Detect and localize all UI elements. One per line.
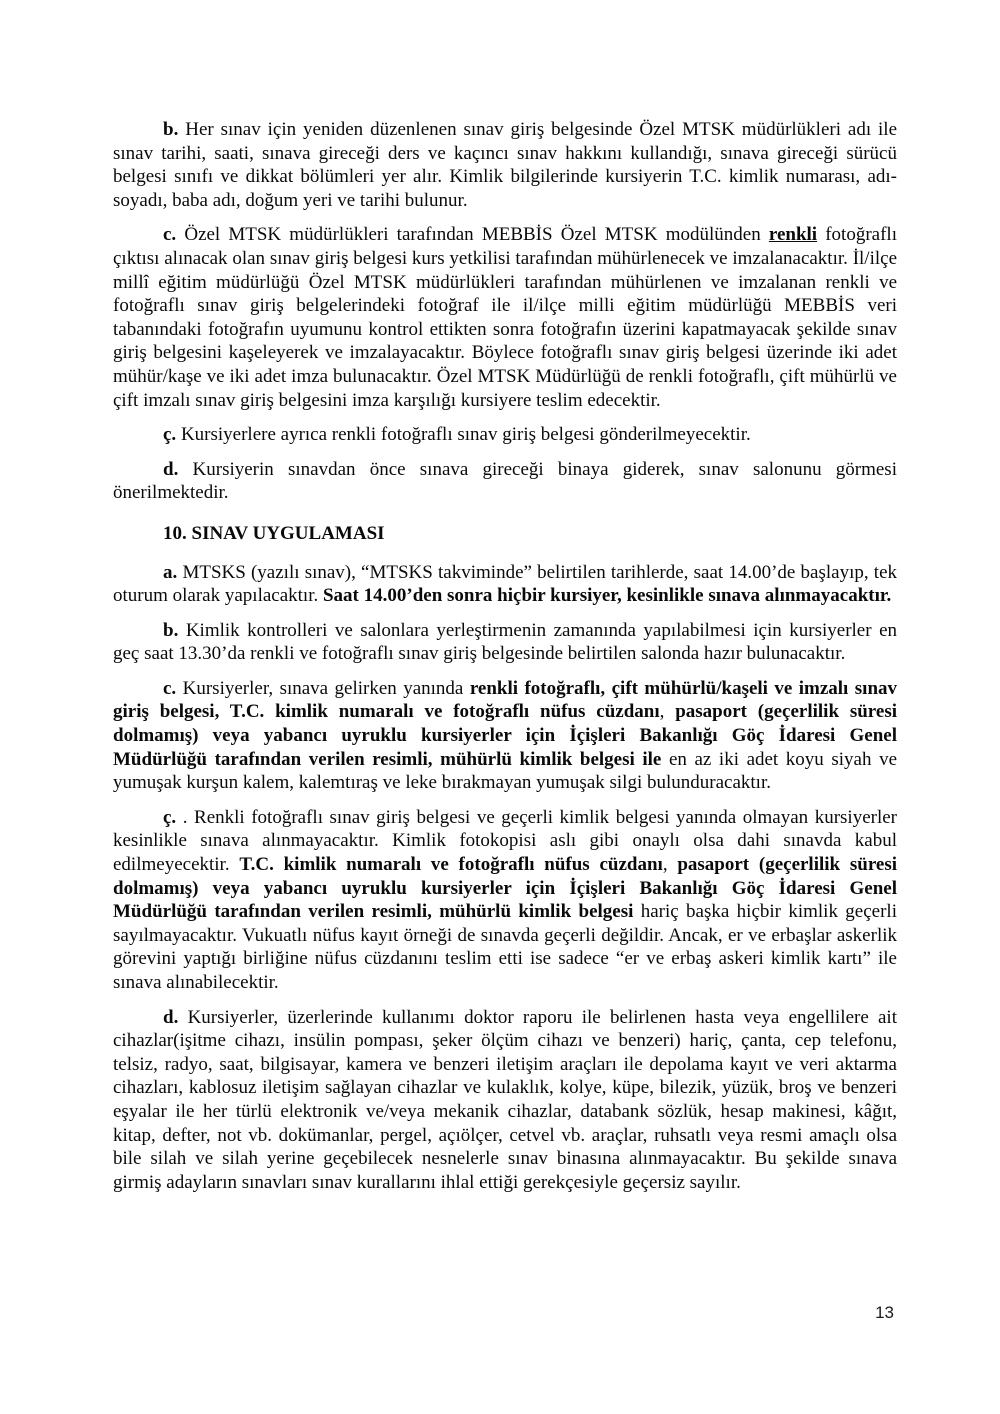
- paragraph: [113, 118, 897, 212]
- section-heading: [113, 522, 897, 546]
- bold-text: b.: [163, 119, 186, 140]
- bold-text: renkli fotoğraflı, çift mühürlü/kaşeli ve imzalı sınav giriş belgesi, T.C. kimlik numaralı ve fotoğraflı nüfus cüzdanı: [113, 677, 898, 723]
- document-body: [113, 118, 897, 1205]
- bold-text: ç.: [163, 806, 183, 828]
- paragraph: [113, 458, 897, 505]
- bold-text: c.: [163, 677, 183, 699]
- bold-text: pasaport (geçerlilik süresi dolmamış) veya yabancı uyruklu kursiyerler için İçişleri Bakanlığı Göç İdaresi Genel Müdürlüğü tarafından verilen resimli, mühürlü kimlik belgesi ile: [113, 701, 898, 770]
- paragraph: [113, 1006, 897, 1195]
- body-text: Kursiyerler, üzerlerinde kullanımı doktor raporu ile belirlenen hasta veya engellilere ait cihazlar(işitme cihazı, insülin pompası, şeker ölçüm cihazı ve benzeri) hariç, çanta, cep telefonu, telsiz, radyo, saat, bilgisayar, kamera ve benzeri iletişim araçları ile depolama kayıt ve veri aktarma cihazları, kablosuz iletişim sağlayan cihazlar ve kulaklık, kolye, küpe, bilezik, yüzük, broş ve benzeri eşyalar ile her türlü elektronik ve/veya mekanik cihazlar, databank sözlük, hesap makinesi, kâğıt, kitap, defter, not vb. dokümanlar, pergel, açıölçer, cetvel vb. araçlar, ruhsatlı veya resmi amaçlı olsa bile silah ve silah yerine geçebilecek nesnelerle sınav binasına alınmayacaktır. Bu şekilde sınava girmiş adayların sınavları sınav kurallarını ihlal ettiği gerekçesiyle geçersiz sayılır.: [113, 1006, 897, 1193]
- bold-text: pasaport (geçerlilik süresi dolmamış) veya yabancı uyruklu kursiyerler için İçişleri Bakanlığı Göç İdaresi Genel Müdürlüğü tarafından verilen resimli, mühürlü kimlik belgesi: [113, 854, 898, 923]
- paragraph: [113, 423, 897, 447]
- body-text: Kimlik kontrolleri ve salonlara yerleştirmenin zamanında yapılabilmesi için kursiyerler en geç saat 13.30’da renkli ve fotoğraflı sınav giriş belgesinde belirtilen salonda hazır bulunacaktır.: [113, 619, 897, 665]
- bold-text: a.: [163, 561, 183, 583]
- body-text: hariç başka hiçbir kimlik geçerli sayılmayacaktır. Vukuatlı nüfus kayıt örneği de sınavda geçerli değildir. Ancak, er ve erbaşlar askerlik görevini yaptığı birliğine nüfus cüzdanını teslim etti ise sadece “er ve erbaş askeri kimlik kartı” ile sınava alınabilecektir.: [113, 901, 897, 993]
- body-text: Kursiyerlere ayrıca renkli fotoğraflı sınav giriş belgesi gönderilmeyecektir.: [180, 424, 751, 446]
- emphasized-underlined-text: renkli: [768, 224, 818, 246]
- body-text: . Renkli fotoğraflı sınav giriş belgesi ve geçerli kimlik belgesi yanında olmayan kursiyerler kesinlikle sınava alınmayacaktır. Kimlik fotokopisi aslı gibi onaylı olsa dahi sınavda kabul edilmeyecektir.: [113, 806, 897, 876]
- bold-text: Saat 14.00’den sonra hiçbir kursiyer, kesinlikle sınava alınmayacaktır.: [322, 585, 892, 607]
- bold-text: d.: [163, 1006, 188, 1028]
- body-text: ,: [659, 701, 676, 723]
- paragraph: [113, 223, 897, 412]
- bold-text: T.C. kimlik numaralı ve fotoğraflı nüfus cüzdanı: [239, 854, 663, 876]
- body-text: MTSKS (yazılı sınav), “MTSKS takviminde” belirtilen tarihlerde, saat 14.00’de başlayıp, tek oturum olarak yapılacaktır.: [113, 561, 897, 607]
- bold-text: b.: [163, 619, 186, 641]
- bold-text: 10. SINAV UYGULAMASI: [163, 522, 385, 544]
- bold-text: d.: [163, 458, 193, 480]
- body-text: Her sınav için yeniden düzenlenen sınav giriş belgesinde Özel MTSK müdürlükleri adı ile sınav tarihi, saati, sınava gireceği ders ve kaçıncı sınav hakkını kullandığı, sınava gireceği sürücü belgesi sınıfı ve dikkat bölümleri yer alır. Kimlik bilgilerinde kursiyerin T.C. kimlik numarası, adı-soyadı, baba adı, doğum yeri ve tarihi bulunur.: [113, 119, 897, 211]
- bold-text: c.: [163, 224, 185, 246]
- body-text: Kursiyerler, sınava gelirken yanında: [182, 677, 470, 699]
- body-text: ,: [662, 854, 678, 876]
- paragraph: [113, 806, 897, 995]
- body-text: en az iki adet koyu siyah ve yumuşak kurşun kalem, kalemtıraş ve leke bırakmayan yumuşak silgi bulunduracaktır.: [113, 748, 898, 794]
- paragraph: [113, 677, 897, 795]
- paragraph: [113, 619, 897, 666]
- bold-text: ç.: [163, 424, 181, 446]
- page-number: 13: [875, 1303, 894, 1322]
- body-text: Kursiyerin sınavdan önce sınava gireceği binaya giderek, sınav salonunu görmesi önerilmektedir.: [113, 458, 897, 504]
- body-text: Özel MTSK müdürlükleri tarafından MEBBİS Özel MTSK modülünden: [184, 224, 769, 246]
- body-text: fotoğraflı çıktısı alınacak olan sınav giriş belgesi kurs yetkilisi tarafından mühürlenecek ve imzalanacaktır. İl/ilçe millî eğitim müdürlüğü Özel MTSK müdürlükleri tarafından mühürlenen ve imzalanan renkli ve fotoğraflı sınav giriş belgelerindeki fotoğraf ile il/ilçe milli eğitim müdürlüğü MEBBİS veri tabanındaki fotoğrafın uyumunu kontrol ettikten sonra fotoğrafın üzerini kapatmayacak şekilde sınav giriş belgesini kaşeleyerek ve imzalayacaktır. Böylece fotoğraflı sınav giriş belgesi üzerinde iki adet mühür/kaşe ve iki adet imza bulunacaktır. Özel MTSK Müdürlüğü de renkli fotoğraflı, çift mühürlü ve çift imzalı sınav giriş belgesini imza karşılığı kursiyere teslim edecektir.: [113, 224, 897, 411]
- paragraph: [113, 561, 897, 608]
